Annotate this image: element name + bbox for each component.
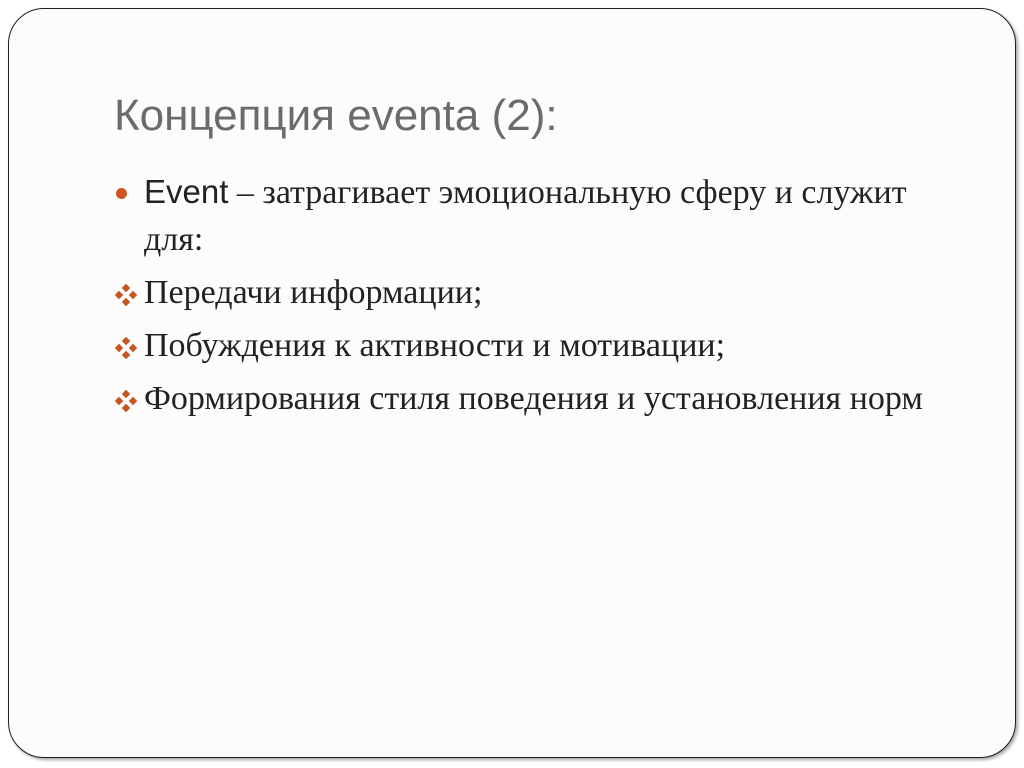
diamond-bullet-icon [116,285,136,305]
bullet-item [114,168,934,263]
diamond-bullet-icon [116,338,136,358]
subitem [114,375,934,422]
diamond-bullet-icon [116,391,136,411]
bullet-text: – затрагивает эмоциональную сферу и служит для: [144,174,907,258]
subitem [114,322,934,369]
subitem-text: Побуждения к активности и мотивации; [144,327,726,364]
subitem-text: Формирования стиля поведения и установления норм [144,380,923,417]
slide-content [114,168,934,428]
circle-bullet-icon [116,188,127,199]
subitem [114,269,934,316]
subitem-text: Передачи информации; [144,274,483,311]
slide-title: Концепция eventa (2): [114,91,558,140]
bullet-lead: Event [144,173,229,210]
